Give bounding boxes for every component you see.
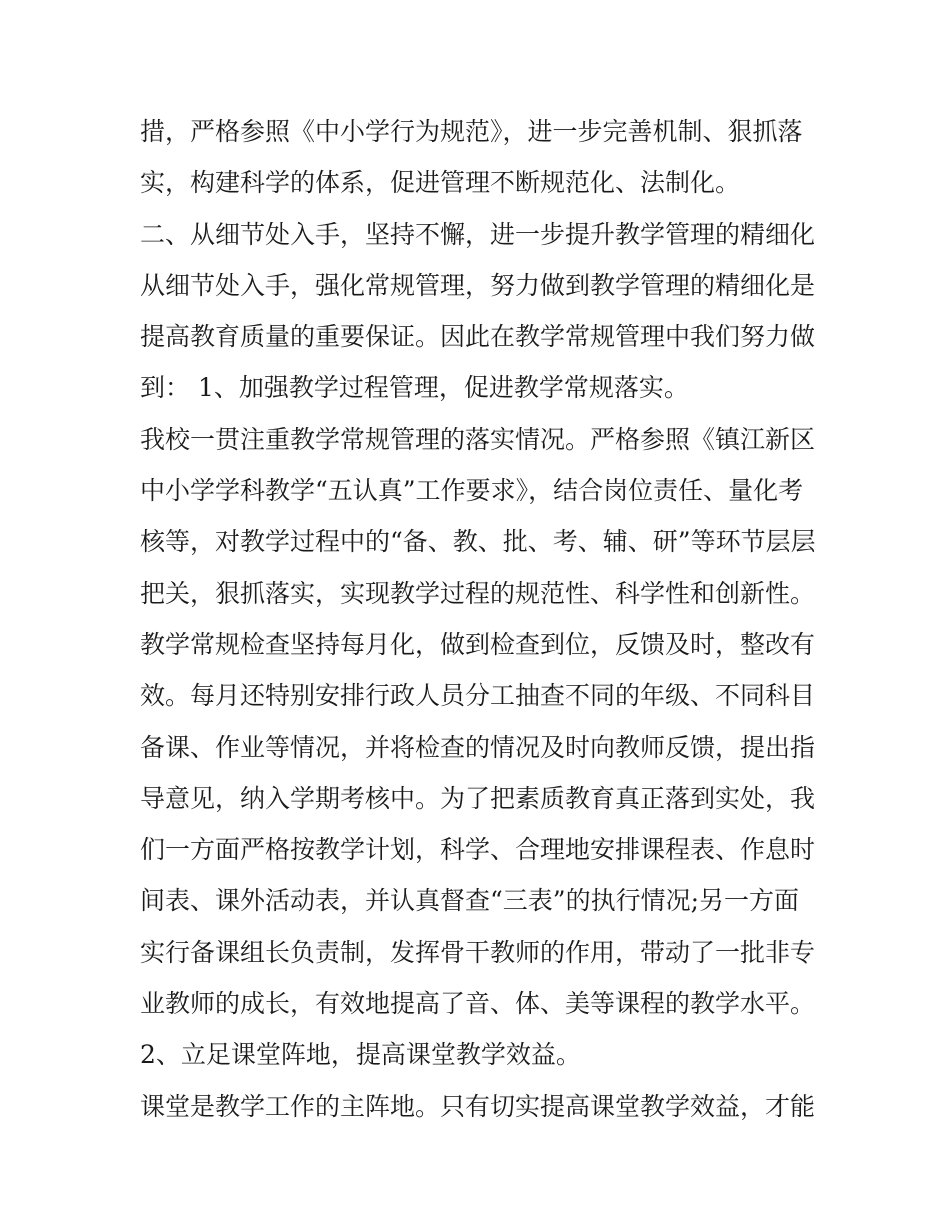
text-line: 措，严格参照《中小学行为规范》，进一步完善机制、狠抓落 — [140, 117, 803, 146]
text-line: 我校一贯注重教学常规管理的落实情况。严格参照《镇江新区 — [140, 424, 816, 454]
text-line: 把关，狠抓落实，实现教学过程的规范性、科学性和创新性。 — [140, 578, 816, 608]
text-line: 提高教育质量的重要保证。因此在教学常规管理中我们努力做 — [140, 322, 816, 352]
text-line: 效。每月还特别安排行政人员分工抽查不同的年级、不同科目 — [140, 681, 816, 711]
text-line: 间表、课外活动表，并认真督查“三表”的执行情况;另一方面 — [140, 886, 799, 916]
text-line: 实，构建科学的体系，促进管理不断规范化、法制化。 — [140, 168, 741, 198]
text-line: 业教师的成长，有效地提高了音、体、美等课程的教学水平。 — [140, 989, 816, 1019]
text-line: 到： 1、加强教学过程管理，促进教学常规落实。 — [140, 373, 689, 403]
text-line: 实行备课组长负责制，发挥骨干教师的作用，带动了一批非专 — [140, 937, 816, 967]
text-line: 备课、作业等情况，并将检查的情况及时向教师反馈，提出指 — [140, 732, 816, 762]
text-line: 教学常规检查坚持每月化，做到检查到位，反馈及时，整改有 — [140, 629, 816, 659]
body-text — [140, 106, 820, 1132]
text-line: 导意见，纳入学期考核中。为了把素质教育真正落到实处，我 — [140, 783, 816, 813]
text-line: 们一方面严格按教学计划，科学、合理地安排课程表、作息时 — [140, 835, 816, 865]
text-line: 从细节处入手，强化常规管理，努力做到教学管理的精细化是 — [140, 270, 816, 300]
text-line: 核等，对教学过程中的“备、教、批、考、辅、研”等环节层层 — [140, 527, 816, 557]
text-line: 课堂是教学工作的主阵地。只有切实提高课堂教学效益，才能 — [140, 1091, 816, 1121]
text-line: 中小学学科教学“五认真”工作要求》，结合岗位责任、量化考 — [140, 476, 804, 506]
subsection-heading: 2、立足课堂阵地，提高课堂教学效益。 — [140, 1040, 581, 1070]
section-heading: 二、从细节处入手，坚持不懈，进一步提升教学管理的精细化 — [140, 219, 816, 249]
